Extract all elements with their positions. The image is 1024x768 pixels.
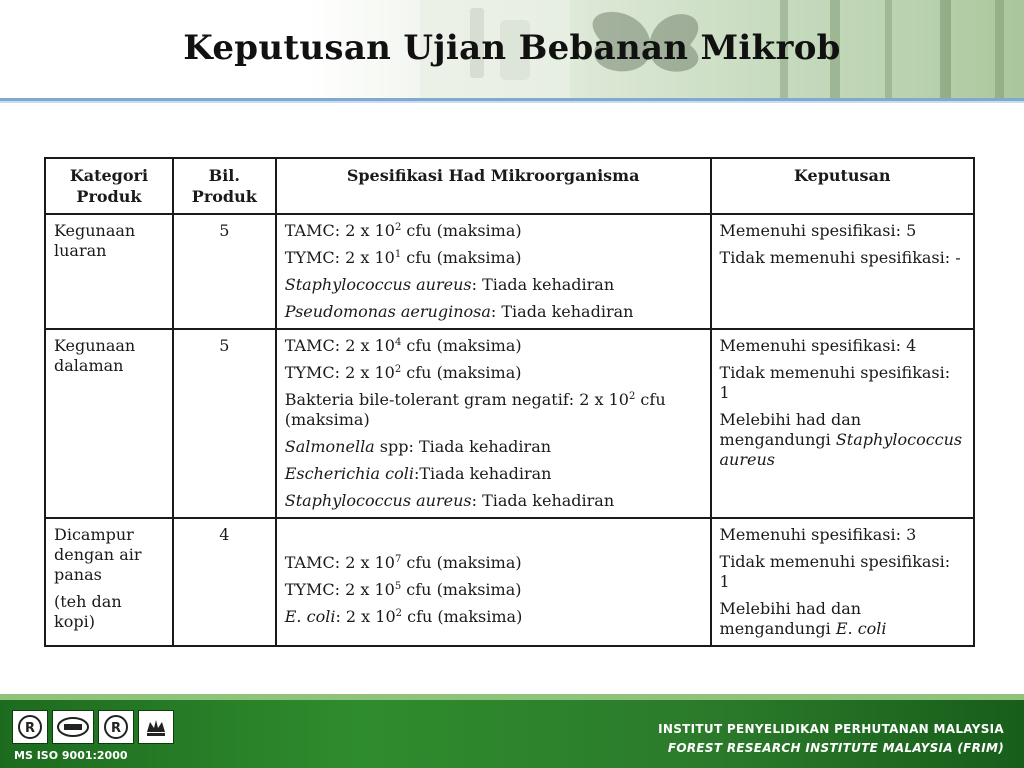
spec-text: Bakteria bile-tolerant gram negatif: 2 x 10 xyxy=(284,390,629,409)
kategori-text: Kegunaan dalaman xyxy=(54,336,136,375)
organism-name: Staphylococcus aureus xyxy=(719,430,963,469)
result-line xyxy=(720,248,965,268)
table-row xyxy=(45,329,974,518)
result-text: Tidak memenuhi spesifikasi: 1 xyxy=(719,363,951,402)
spec-line xyxy=(285,464,702,484)
cell-keputusan xyxy=(711,518,974,646)
result-line xyxy=(720,363,965,403)
certification-seal-icon xyxy=(52,710,94,744)
result-line xyxy=(720,410,965,470)
spec-text: TAMC: 2 x 10 xyxy=(284,553,395,572)
svg-text:R: R xyxy=(110,721,122,736)
spec-text: : Tiada kehadiran xyxy=(471,275,615,294)
kategori-text: Kegunaan luaran xyxy=(54,221,136,260)
result-text: Memenuhi spesifikasi: 3 xyxy=(719,525,917,544)
result-text: Melebihi had dan mengandungi xyxy=(719,599,862,638)
organism-name: Escherichia coli xyxy=(284,464,414,483)
spec-line xyxy=(285,390,702,430)
spec-line xyxy=(285,607,702,627)
table-body xyxy=(45,214,974,646)
spec-text: : Tiada kehadiran xyxy=(471,491,615,510)
cell-kategori xyxy=(45,329,173,518)
header-keputusan: Keputusan xyxy=(711,158,974,214)
spec-text: cfu (maksima) xyxy=(284,390,666,429)
spec-text: : 2 x 10 xyxy=(335,607,396,626)
result-text: Memenuhi spesifikasi: 5 xyxy=(719,221,917,240)
organism-name: Pseudomonas aeruginosa xyxy=(284,302,491,321)
cell-kategori xyxy=(45,518,173,646)
iso-label: MS ISO 9001:2000 xyxy=(14,749,128,762)
result-text: Memenuhi spesifikasi: 4 xyxy=(719,336,917,355)
header-divider-light xyxy=(0,101,1024,103)
spec-text: TYMC: 2 x 10 xyxy=(284,248,395,267)
exponent: 2 xyxy=(394,222,402,233)
result-text: Melebihi had dan mengandungi xyxy=(719,410,862,449)
header-spesifikasi: Spesifikasi Had Mikroorganisma xyxy=(276,158,711,214)
exponent: 1 xyxy=(394,249,402,260)
cell-spesifikasi xyxy=(276,518,711,646)
svg-text:R: R xyxy=(24,721,36,736)
spec-text: cfu (maksima) xyxy=(401,336,522,355)
result-line xyxy=(720,221,965,241)
spec-text: TAMC: 2 x 10 xyxy=(284,336,395,355)
exponent: 2 xyxy=(395,608,403,619)
spec-line xyxy=(285,302,702,322)
exponent: 5 xyxy=(394,581,402,592)
spec-text: TYMC: 2 x 10 xyxy=(284,363,395,382)
result-line xyxy=(720,525,965,545)
results-table xyxy=(44,157,975,647)
spec-line xyxy=(285,275,702,295)
spec-line xyxy=(285,221,702,241)
spec-text: cfu (maksima) xyxy=(401,363,522,382)
spec-text: TAMC: 2 x 10 xyxy=(284,221,395,240)
spec-text: :Tiada kehadiran xyxy=(413,464,552,483)
cell-bil: 5 xyxy=(173,329,276,518)
spec-line xyxy=(285,491,702,511)
cell-spesifikasi xyxy=(276,329,711,518)
spec-text: spp: Tiada kehadiran xyxy=(374,437,552,456)
organism-name: E. coli xyxy=(835,619,887,638)
organism-name: Staphylococcus aureus xyxy=(284,491,472,510)
table-row xyxy=(45,214,974,329)
header-kategori: Kategori Produk xyxy=(45,158,173,214)
header-banner xyxy=(0,0,1024,98)
cell-spesifikasi xyxy=(276,214,711,329)
result-text: Tidak memenuhi spesifikasi: 1 xyxy=(719,552,951,591)
institute-name-en: FOREST RESEARCH INSTITUTE MALAYSIA (FRIM) xyxy=(667,741,1004,755)
table-row xyxy=(45,518,974,646)
cell-kategori xyxy=(45,214,173,329)
ukas-crown-icon xyxy=(138,710,174,744)
spec-line xyxy=(285,336,702,356)
kategori-text: Dicampur dengan air panas xyxy=(54,525,142,584)
spec-line xyxy=(285,580,702,600)
spec-text: cfu (maksima) xyxy=(402,607,523,626)
result-line xyxy=(720,552,965,592)
result-text: Tidak memenuhi spesifikasi: - xyxy=(719,248,961,267)
exponent: 2 xyxy=(394,364,402,375)
spec-text: cfu (maksima) xyxy=(401,553,522,572)
page-title: Keputusan Ujian Bebanan Mikrob xyxy=(183,28,841,68)
certification-logos xyxy=(12,710,174,744)
spec-text: cfu (maksima) xyxy=(401,580,522,599)
exponent: 7 xyxy=(394,554,402,565)
result-line xyxy=(720,599,965,639)
spec-text: : Tiada kehadiran xyxy=(490,302,634,321)
cell-keputusan xyxy=(711,329,974,518)
cell-bil: 4 xyxy=(173,518,276,646)
institute-name-ms: INSTITUT PENYELIDIKAN PERHUTANAN MALAYSIA xyxy=(658,722,1004,736)
organism-name: Staphylococcus aureus xyxy=(284,275,472,294)
spec-line xyxy=(285,248,702,268)
spec-text: cfu (maksima) xyxy=(401,248,522,267)
spec-line xyxy=(285,437,702,457)
kategori-text: (teh dan kopi) xyxy=(54,592,122,631)
table-header-row xyxy=(45,158,974,214)
result-line xyxy=(720,336,965,356)
exponent: 2 xyxy=(628,391,636,402)
registered-mark-icon xyxy=(12,710,48,744)
header-bil: Bil. Produk xyxy=(173,158,276,214)
cell-bil: 5 xyxy=(173,214,276,329)
spec-text: TYMC: 2 x 10 xyxy=(284,580,395,599)
cell-keputusan xyxy=(711,214,974,329)
organism-name: E. coli xyxy=(284,607,336,626)
spec-line xyxy=(285,363,702,383)
spec-text: cfu (maksima) xyxy=(401,221,522,240)
organism-name: Salmonella xyxy=(284,437,375,456)
exponent: 4 xyxy=(394,337,402,348)
spec-line xyxy=(285,553,702,573)
registered-mark-icon-2 xyxy=(98,710,134,744)
